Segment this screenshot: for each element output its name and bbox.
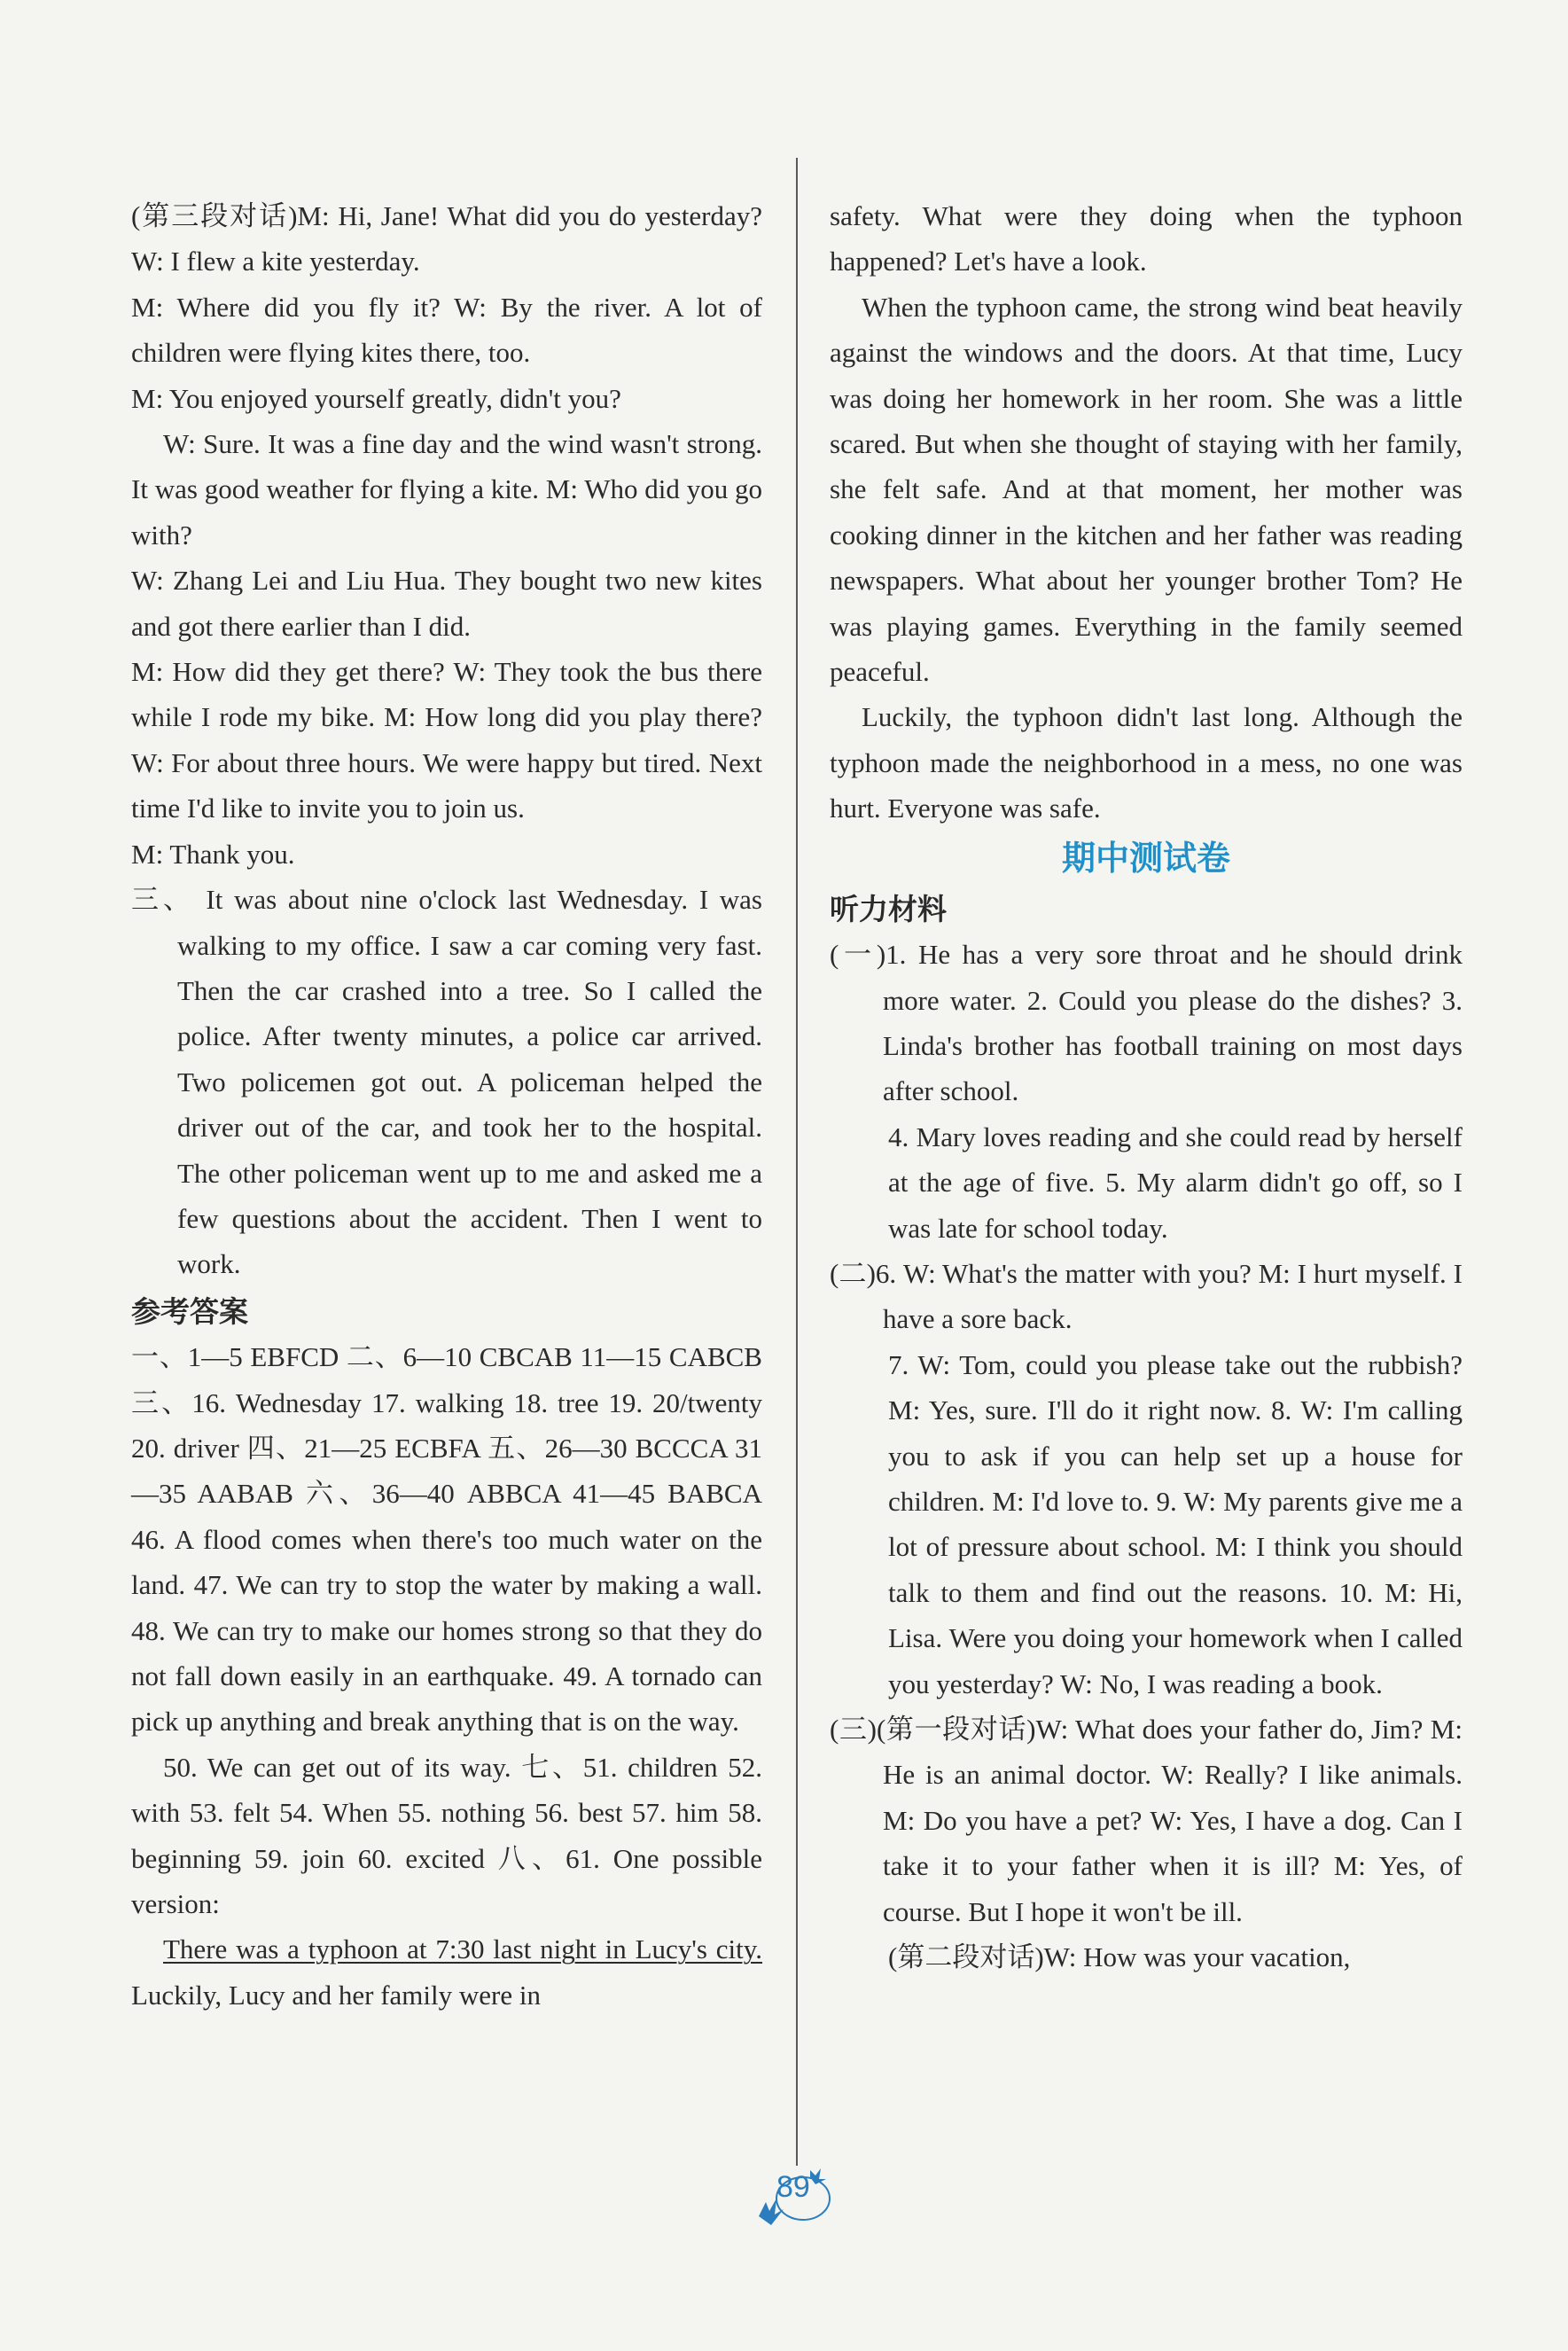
essay-paragraph-2: When the typhoon came, the strong wind beat heavily against the windows and the doors. At that time, Lucy was doing her homework in her room. She was a little scared. But when she thought of staying with her family, she felt safe. And at that moment, her mother was cooking dinner in the kitchen and her father was reading newspapers. What about her younger brother Tom? He was playing games. Everything in the family seemed peaceful.	[830, 291, 1463, 688]
essay-underlined-sentence: There was a typhoon at 7:30 last night in Lucy's city.	[163, 1933, 762, 1965]
dialogue-3-line-1: (第三段对话)M: Hi, Jane! What did you do yesterday? W: I flew a kite yesterday.	[131, 200, 762, 277]
listening-part-3-dialogue-1: (三)(第一段对话)W: What does your father do, Jim? M: He is an animal doctor. W: Really? I like animals. M: Do you have a pet? W: Yes, I have a dog. Can I take it to your father when it is ill? M: Yes, of course. But I hope it won't be ill.	[830, 1714, 1463, 1927]
dialogue-3-line-5: W: Zhang Lei and Liu Hua. They bought two new kites and got there earlier than I did.	[131, 565, 762, 642]
page-number-badge	[741, 2163, 839, 2234]
right-column	[830, 193, 1463, 1980]
dialogue-3-line-4: W: Sure. It was a fine day and the wind wasn't strong. It was good weather for flying a kite. M: Who did you go with?	[131, 428, 762, 551]
listening-part-1-continued: 4. Mary loves reading and she could read by herself at the age of five. 5. My alarm didn't go off, so I was late for school today.	[888, 1121, 1463, 1244]
dialogue-3-line-7: M: Thank you.	[131, 838, 295, 870]
section-title: 期中测试卷	[1061, 838, 1230, 878]
listening-part-2: (二)6. W: What's the matter with you? M: I hurt myself. I have a sore back.	[830, 1257, 1463, 1335]
essay-paragraph-3: Luckily, the typhoon didn't last long. Although the typhoon made the neighborhood in a mess, no one was hurt. Everyone was safe.	[830, 701, 1463, 824]
page-number: 89	[776, 2170, 810, 2204]
essay-start	[131, 1926, 762, 2018]
dialogue-3-line-6: M: How did they get there? W: They took the bus there while I rode my bike. M: How long did you play there? W: For about three hours. We were happy but tired. Next time I'd like to invite you to join us.	[131, 656, 762, 824]
column-divider	[796, 158, 798, 2166]
listening-part-1: (一)1. He has a very sore throat and he should drink more water. 2. Could you please do the dishes? 3. Linda's brother has football training on most days after school.	[830, 939, 1463, 1107]
answer-key: 一、1—5 EBFCD 二、6—10 CBCAB 11—15 CABCB 三、16. Wednesday 17. walking 18. tree 19. 20/twenty 20. driver 四、21—25 ECBFA 五、26—30 BCCCA 31—35 AABAB 六、36—40 ABBCA 41—45 BABCA 46. A flood comes when there's too much water on the land. 47. We can try to stop the water by making a wall. 48. We can try to make our homes strong so that they do not fall down easily in an earthquake. 49. A tornado can pick up anything and break anything that is on the way.	[131, 1341, 762, 1738]
left-column	[131, 193, 762, 2018]
listening-part-3-dialogue-2: (第二段对话)W: How was your vacation,	[888, 1941, 1351, 1973]
answers-heading: 参考答案	[131, 1293, 248, 1329]
listening-part-3-passage: 三、 It was about nine o'clock last Wednesday. I was walking to my office. I saw a car coming very fast. Then the car crashed into a tree. So I called the police. After twenty minutes, a police car arrived. Two policemen got out. A policeman helped the driver out of the car, and took her to the hospital. The other policeman went up to me and asked me a few questions about the accident. Then I went to work.	[131, 884, 762, 1280]
answer-key-continued: 50. We can get out of its way. 七、51. children 52. with 53. felt 54. When 55. nothing 56. best 57. him 58. beginning 59. join 60. excited 八、61. One possible version:	[131, 1751, 762, 1920]
listening-heading: 听力材料	[830, 891, 947, 926]
listening-part-2-continued: 7. W: Tom, could you please take out the rubbish? M: Yes, sure. I'll do it right now. 8. W: I'm calling you to ask if you can help set up a house for children. M: I'd love to. 9. W: My parents give me a lot of pressure about school. M: I think you should talk to them and find out the reasons. 10. M: Hi, Lisa. Were you doing your homework when I called you yesterday? W: No, I was reading a book.	[888, 1348, 1463, 1699]
dialogue-3-line-3: M: You enjoyed yourself greatly, didn't you?	[131, 382, 621, 414]
essay-start-rest: Luckily, Lucy and her family were in	[131, 1979, 541, 2011]
dialogue-3-line-2: M: Where did you fly it? W: By the river. A lot of children were flying kites there, too.	[131, 291, 762, 369]
essay-paragraph-1: safety. What were they doing when the typhoon happened? Let's have a look.	[830, 200, 1463, 277]
